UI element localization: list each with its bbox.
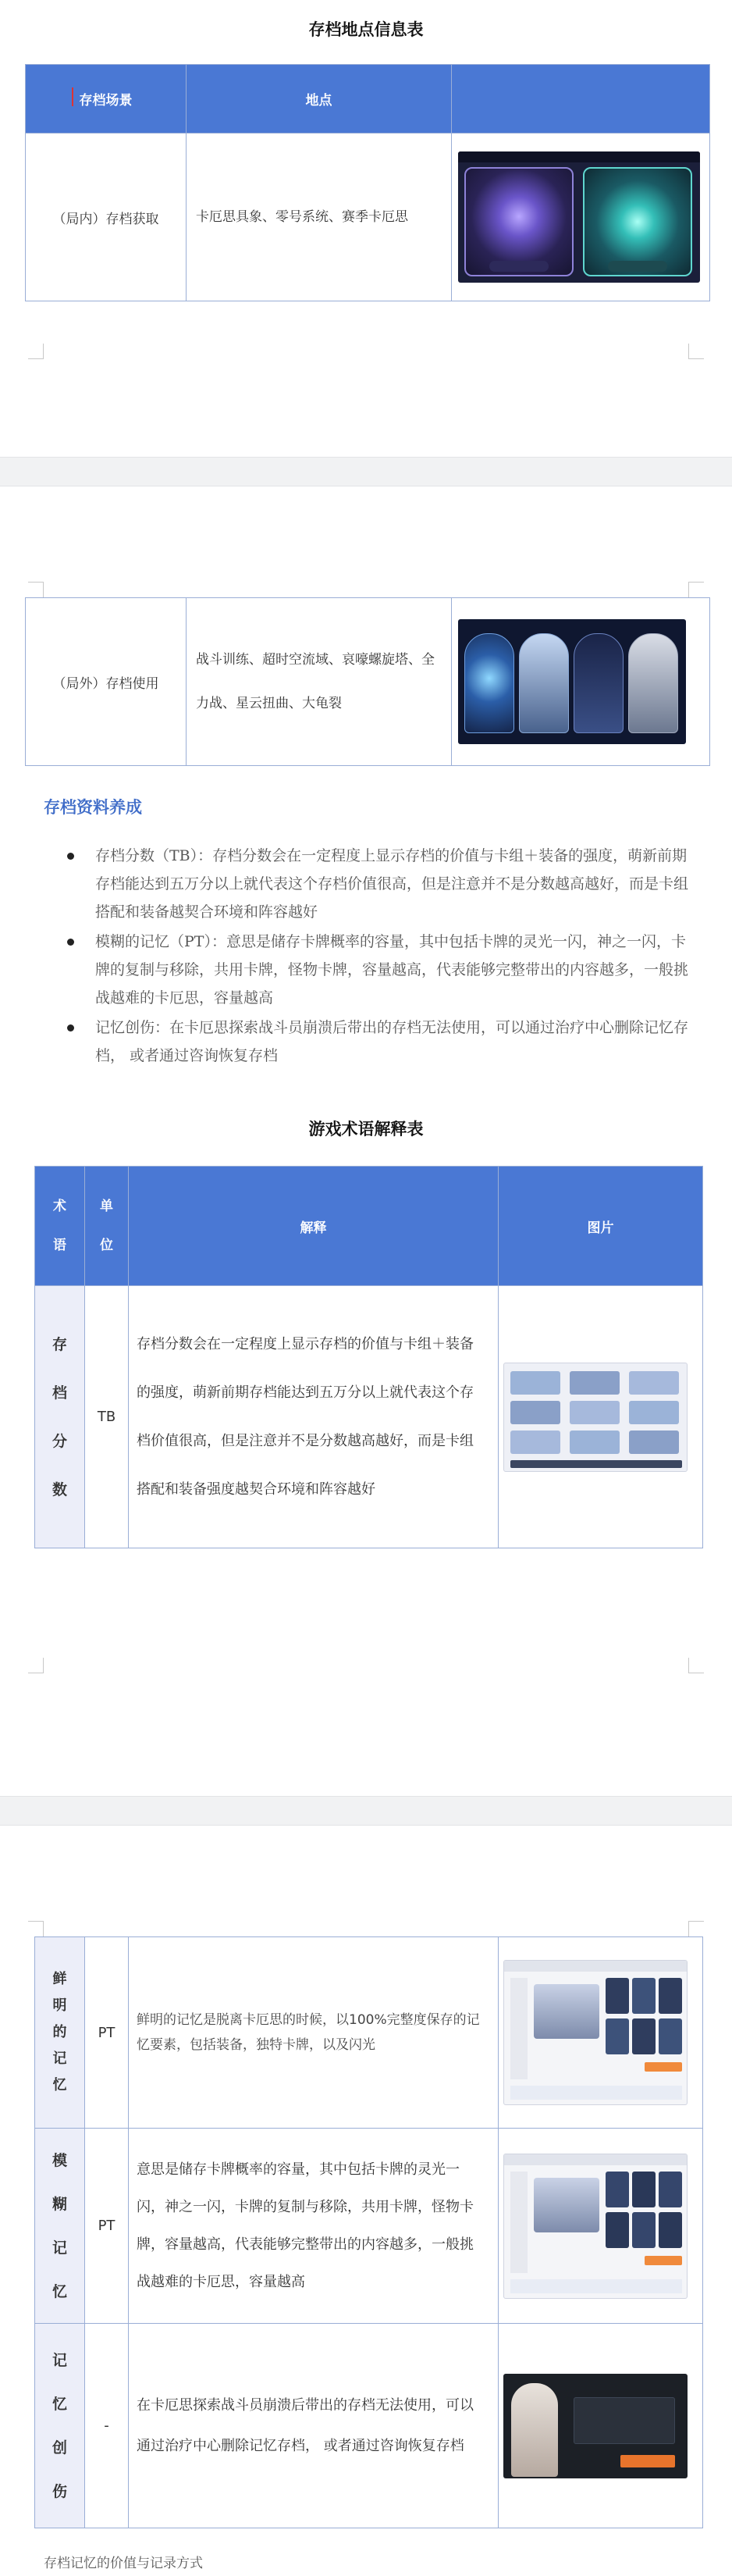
document-page-3 — [0, 1826, 732, 2576]
screenshot-save-score-grid — [503, 1363, 688, 1472]
screenshot-blurry-memory — [503, 2154, 688, 2299]
header-explanation[interactable]: 解释 — [129, 1167, 499, 1286]
cell-scene-in-run[interactable]: （局内）存档获取 — [26, 134, 187, 301]
document-page-1 — [0, 0, 732, 457]
document-page-2 — [0, 486, 732, 1796]
header-picture[interactable]: 图片 — [499, 1167, 703, 1286]
terms-table — [34, 1166, 703, 1548]
table2-title: 游戏术语解释表 — [308, 1120, 424, 1138]
bullet-dot-icon — [67, 853, 74, 860]
page-margin-mark — [28, 1921, 44, 1936]
screenshot-memory-trauma — [503, 2374, 688, 2478]
cell-unit-memory-trauma[interactable]: - — [85, 2324, 129, 2528]
cell-unit-blurry-memory[interactable]: PT — [85, 2129, 129, 2324]
cell-location-out-run[interactable]: 战斗训练、超时空流域、哀嚎螺旋塔、全力战、星云扭曲、大龟裂 — [187, 598, 452, 766]
cell-desc-vivid-memory[interactable]: 鲜明的记忆是脱离卡厄思的时候，以100%完整度保存的记忆要素，包括装备，独特卡牌，以及闪光 — [129, 1937, 499, 2129]
cell-desc-save-score[interactable]: 存档分数会在一定程度上显示存档的价值与卡组＋装备的强度，萌新前期存档能达到五万分以上就代表这个存档价值很高，但是注意并不是分数越高越好，而是卡组搭配和装备强度越契合环境和阵容越好 — [129, 1286, 499, 1548]
cell-pic-vivid-memory[interactable] — [499, 1937, 703, 2129]
header-image[interactable] — [452, 65, 710, 134]
header-unit[interactable]: 单位 — [85, 1167, 129, 1286]
bullet-dot-icon — [67, 939, 74, 946]
cell-image-in-run[interactable] — [452, 134, 710, 301]
location-table — [25, 64, 710, 301]
bullet-memory-trauma: 记忆创伤：在卡厄思探索战斗员崩溃后带出的存档无法使用，可以通过治疗中心删除记忆存档， 或者通过咨询恢复存档 — [61, 1014, 695, 1070]
screenshot-vivid-memory — [503, 1960, 688, 2105]
header-term[interactable]: 术语 — [35, 1167, 85, 1286]
header-location[interactable]: 地点 — [187, 65, 452, 134]
terms-table-continued — [34, 1936, 703, 2528]
header-scene[interactable]: 存档场景 — [26, 65, 187, 134]
cell-pic-memory-trauma[interactable] — [499, 2324, 703, 2528]
bullet-save-score: 存档分数（TB）：存档分数会在一定程度上显示存档的价值与卡组＋装备的强度，萌新前期存档能达到五万分以上就代表这个存档价值很高，但是注意并不是分数越高越好，而是卡组搭配和装备越契合环境和阵容越好 — [61, 842, 695, 926]
cell-term-vivid-memory[interactable]: 鲜明的记忆 — [35, 1937, 85, 2129]
page-margin-mark — [28, 1658, 44, 1673]
table1-title: 存档地点信息表 — [308, 20, 424, 39]
cell-pic-blurry-memory[interactable] — [499, 2129, 703, 2324]
cell-term-save-score[interactable]: 存档分数 — [35, 1286, 85, 1548]
cell-unit-save-score[interactable]: TB — [85, 1286, 129, 1548]
page-margin-mark — [688, 582, 704, 597]
cell-desc-blurry-memory[interactable]: 意思是储存卡牌概率的容量，其中包括卡牌的灵光一闪，神之一闪，卡牌的复制与移除，共用卡牌，怪物卡牌，容量越高，代表能够完整带出的内容越多，一般挑战越难的卡厄思，容量越高 — [129, 2129, 499, 2324]
page-margin-mark — [688, 1658, 704, 1673]
game-screenshot-save-use — [458, 619, 686, 744]
location-table-continued — [25, 597, 710, 766]
cell-scene-out-run[interactable]: （局外）存档使用 — [26, 598, 187, 766]
cell-location-in-run[interactable]: 卡厄思具象、零号系统、赛季卡厄思 — [187, 134, 452, 301]
cell-pic-save-score[interactable] — [499, 1286, 703, 1548]
text-cursor — [72, 87, 73, 106]
page-margin-mark — [688, 1921, 704, 1936]
page-margin-mark — [688, 344, 704, 359]
cell-image-out-run[interactable] — [452, 598, 710, 766]
footer-heading-fragment: 存档记忆的价值与记录方式 — [44, 2556, 203, 2571]
page-separator — [0, 457, 732, 486]
page-margin-mark — [28, 344, 44, 359]
save-growth-bullet-list — [61, 842, 695, 1071]
page-separator — [0, 1796, 732, 1826]
game-screenshot-chaos-select — [458, 151, 700, 283]
bullet-blurry-memory: 模糊的记忆（PT）：意思是储存卡牌概率的容量，其中包括卡牌的灵光一闪，神之一闪，卡牌的复制与移除，共用卡牌，怪物卡牌，容量越高，代表能够完整带出的内容越多，一般挑战越难的卡厄思，容量越高 — [61, 928, 695, 1012]
cell-unit-vivid-memory[interactable]: PT — [85, 1937, 129, 2129]
cell-term-blurry-memory[interactable]: 模糊记忆 — [35, 2129, 85, 2324]
section-heading-save-growth: 存档资料养成 — [44, 798, 142, 817]
cell-term-memory-trauma[interactable]: 记忆创伤 — [35, 2324, 85, 2528]
cell-desc-memory-trauma[interactable]: 在卡厄思探索战斗员崩溃后带出的存档无法使用，可以通过治疗中心删除记忆存档， 或者通过咨询恢复存档 — [129, 2324, 499, 2528]
page-margin-mark — [28, 582, 44, 597]
bullet-dot-icon — [67, 1024, 74, 1031]
